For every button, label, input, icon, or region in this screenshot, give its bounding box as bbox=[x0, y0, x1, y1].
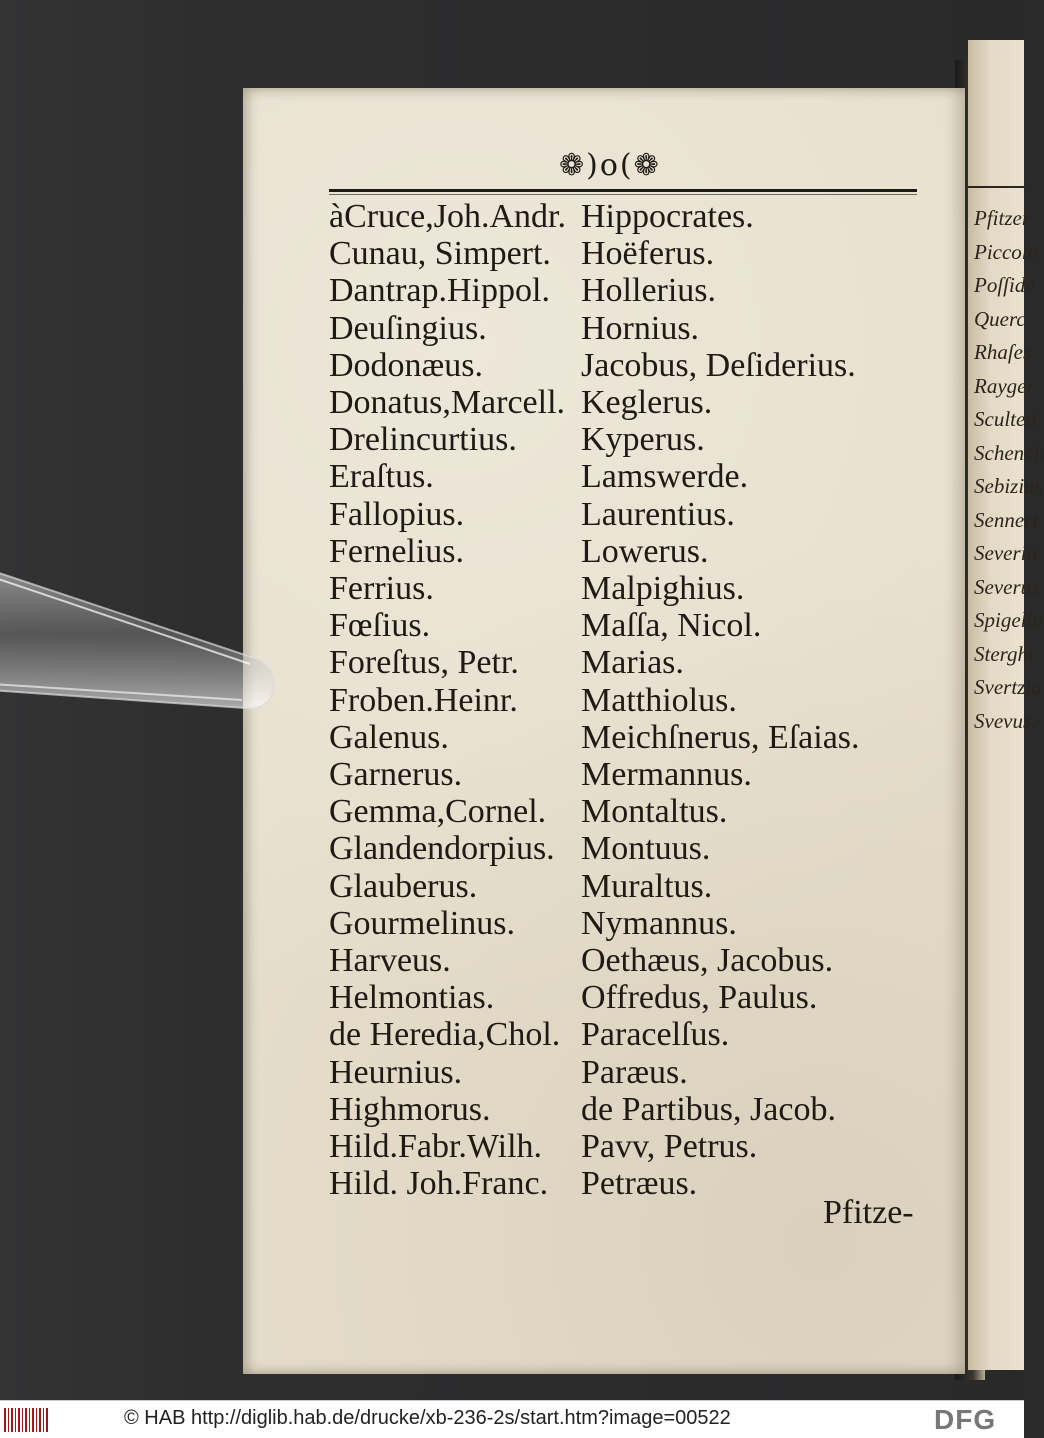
footer-bar bbox=[0, 1400, 1024, 1438]
right-column bbox=[581, 198, 860, 1202]
list-item: Ferrius. bbox=[329, 570, 434, 608]
hab-logo-icon bbox=[4, 1408, 48, 1432]
list-item: Glandendorpius. bbox=[329, 830, 555, 868]
list-item: Sculteti bbox=[974, 407, 1037, 431]
list-item: Eraſtus. bbox=[329, 458, 434, 496]
list-item: Helmontias. bbox=[329, 979, 495, 1017]
list-item: Gourmelinus. bbox=[329, 904, 516, 942]
facing-page-rule bbox=[968, 186, 1028, 188]
list-item: Foreſtus, Petr. bbox=[329, 644, 519, 682]
list-item: Rayger bbox=[974, 373, 1035, 398]
dfg-logo: DFG bbox=[934, 1404, 997, 1435]
list-item: Paracelſus. bbox=[581, 1016, 730, 1054]
list-item: Hild.Fabr.Wilh. bbox=[329, 1128, 543, 1166]
list-item: Fernelius. bbox=[329, 532, 465, 570]
list-item: Fallopius. bbox=[329, 495, 465, 533]
list-item: Meichſnerus, Eſaias. bbox=[581, 718, 860, 756]
list-item: Montuus. bbox=[581, 830, 711, 868]
list-item: Pfitzer bbox=[974, 206, 1030, 230]
list-item: Severus bbox=[974, 574, 1040, 599]
facing-page bbox=[968, 40, 1044, 1370]
list-item: Montaltus. bbox=[581, 793, 728, 831]
list-item: de Partibus, Jacob. bbox=[581, 1090, 836, 1128]
list-item: Schench bbox=[974, 440, 1044, 465]
list-item: Sebizius bbox=[974, 474, 1043, 498]
list-item: Hild. Joh.Franc. bbox=[329, 1165, 549, 1203]
list-item: Hornius. bbox=[581, 309, 700, 347]
list-item: Sterghi bbox=[974, 641, 1034, 666]
list-item: Rhaſes bbox=[974, 340, 1032, 364]
list-item: Hippocrates. bbox=[581, 198, 754, 235]
list-item: Poſſide bbox=[974, 273, 1035, 297]
header-rule-thin bbox=[329, 194, 917, 195]
header-ornament: ❁)o(❁ bbox=[559, 148, 661, 183]
list-item: Muraltus. bbox=[581, 867, 713, 905]
list-item: Donatus,Marcell. bbox=[329, 384, 566, 422]
list-item: Jacobus, Deſiderius. bbox=[581, 346, 856, 384]
credit-link[interactable]: © HAB http://diglib.hab.de/drucke/xb-236-2s/start.htm?image=00522 bbox=[124, 1407, 731, 1429]
list-item: Kyperus. bbox=[581, 421, 705, 459]
list-item: Piccolo bbox=[974, 239, 1039, 264]
catchword: Pfitze- bbox=[823, 1194, 914, 1231]
list-item: Garnerus. bbox=[329, 756, 463, 794]
list-item: de Heredia,Chol. bbox=[329, 1016, 561, 1054]
list-item: Drelincurtius. bbox=[329, 421, 517, 459]
list-item: Highmorus. bbox=[329, 1090, 491, 1128]
list-item: Gemma,Cornel. bbox=[329, 793, 547, 831]
list-item: Laurentius. bbox=[581, 495, 735, 533]
list-item: Malpighius. bbox=[581, 570, 745, 608]
list-item: Severin bbox=[974, 541, 1037, 565]
list-item: Pavv, Petrus. bbox=[581, 1128, 758, 1166]
list-item: Glauberus. bbox=[329, 867, 478, 905]
book-page bbox=[243, 88, 965, 1374]
list-item: Maſſa, Nicol. bbox=[581, 607, 762, 645]
list-item: Paræus. bbox=[581, 1053, 688, 1091]
list-item: Dantrap.Hippol. bbox=[329, 272, 550, 310]
header-rule bbox=[329, 189, 917, 192]
list-item: Keglerus. bbox=[581, 384, 713, 422]
list-item: Hollerius. bbox=[581, 272, 717, 310]
list-item: Mermannus. bbox=[581, 756, 752, 794]
list-item: Marias. bbox=[581, 644, 684, 682]
list-item: àCruce,Joh.Andr. bbox=[329, 198, 567, 235]
list-item: Sennert bbox=[974, 507, 1039, 532]
list-item: Froben.Heinr. bbox=[329, 681, 518, 719]
list-item: Nymannus. bbox=[581, 904, 737, 942]
list-item: Svertziu bbox=[974, 675, 1042, 699]
list-item: Hoëferus. bbox=[581, 235, 715, 273]
list-item: Querc bbox=[974, 306, 1026, 331]
list-item: Svevus. bbox=[974, 708, 1037, 733]
list-item: Oethæus, Jacobus. bbox=[581, 942, 834, 980]
list-item: Deuſingius. bbox=[329, 309, 487, 347]
facing-page-list bbox=[974, 202, 1044, 738]
list-item: Fœſius. bbox=[329, 607, 431, 645]
list-item: Galenus. bbox=[329, 718, 449, 756]
list-item: Lowerus. bbox=[581, 532, 709, 570]
list-item: Petræus. bbox=[581, 1165, 698, 1203]
list-item: Lamswerde. bbox=[581, 458, 749, 496]
left-column bbox=[329, 198, 566, 1202]
list-item: Offredus, Paulus. bbox=[581, 979, 818, 1017]
list-item: Dodonæus. bbox=[329, 346, 483, 384]
list-item: Cunau, Simpert. bbox=[329, 235, 551, 273]
list-item: Heurnius. bbox=[329, 1053, 463, 1091]
list-item: Harveus. bbox=[329, 942, 451, 980]
list-item: Matthiolus. bbox=[581, 681, 737, 719]
list-item: Spigeliu bbox=[974, 608, 1043, 632]
